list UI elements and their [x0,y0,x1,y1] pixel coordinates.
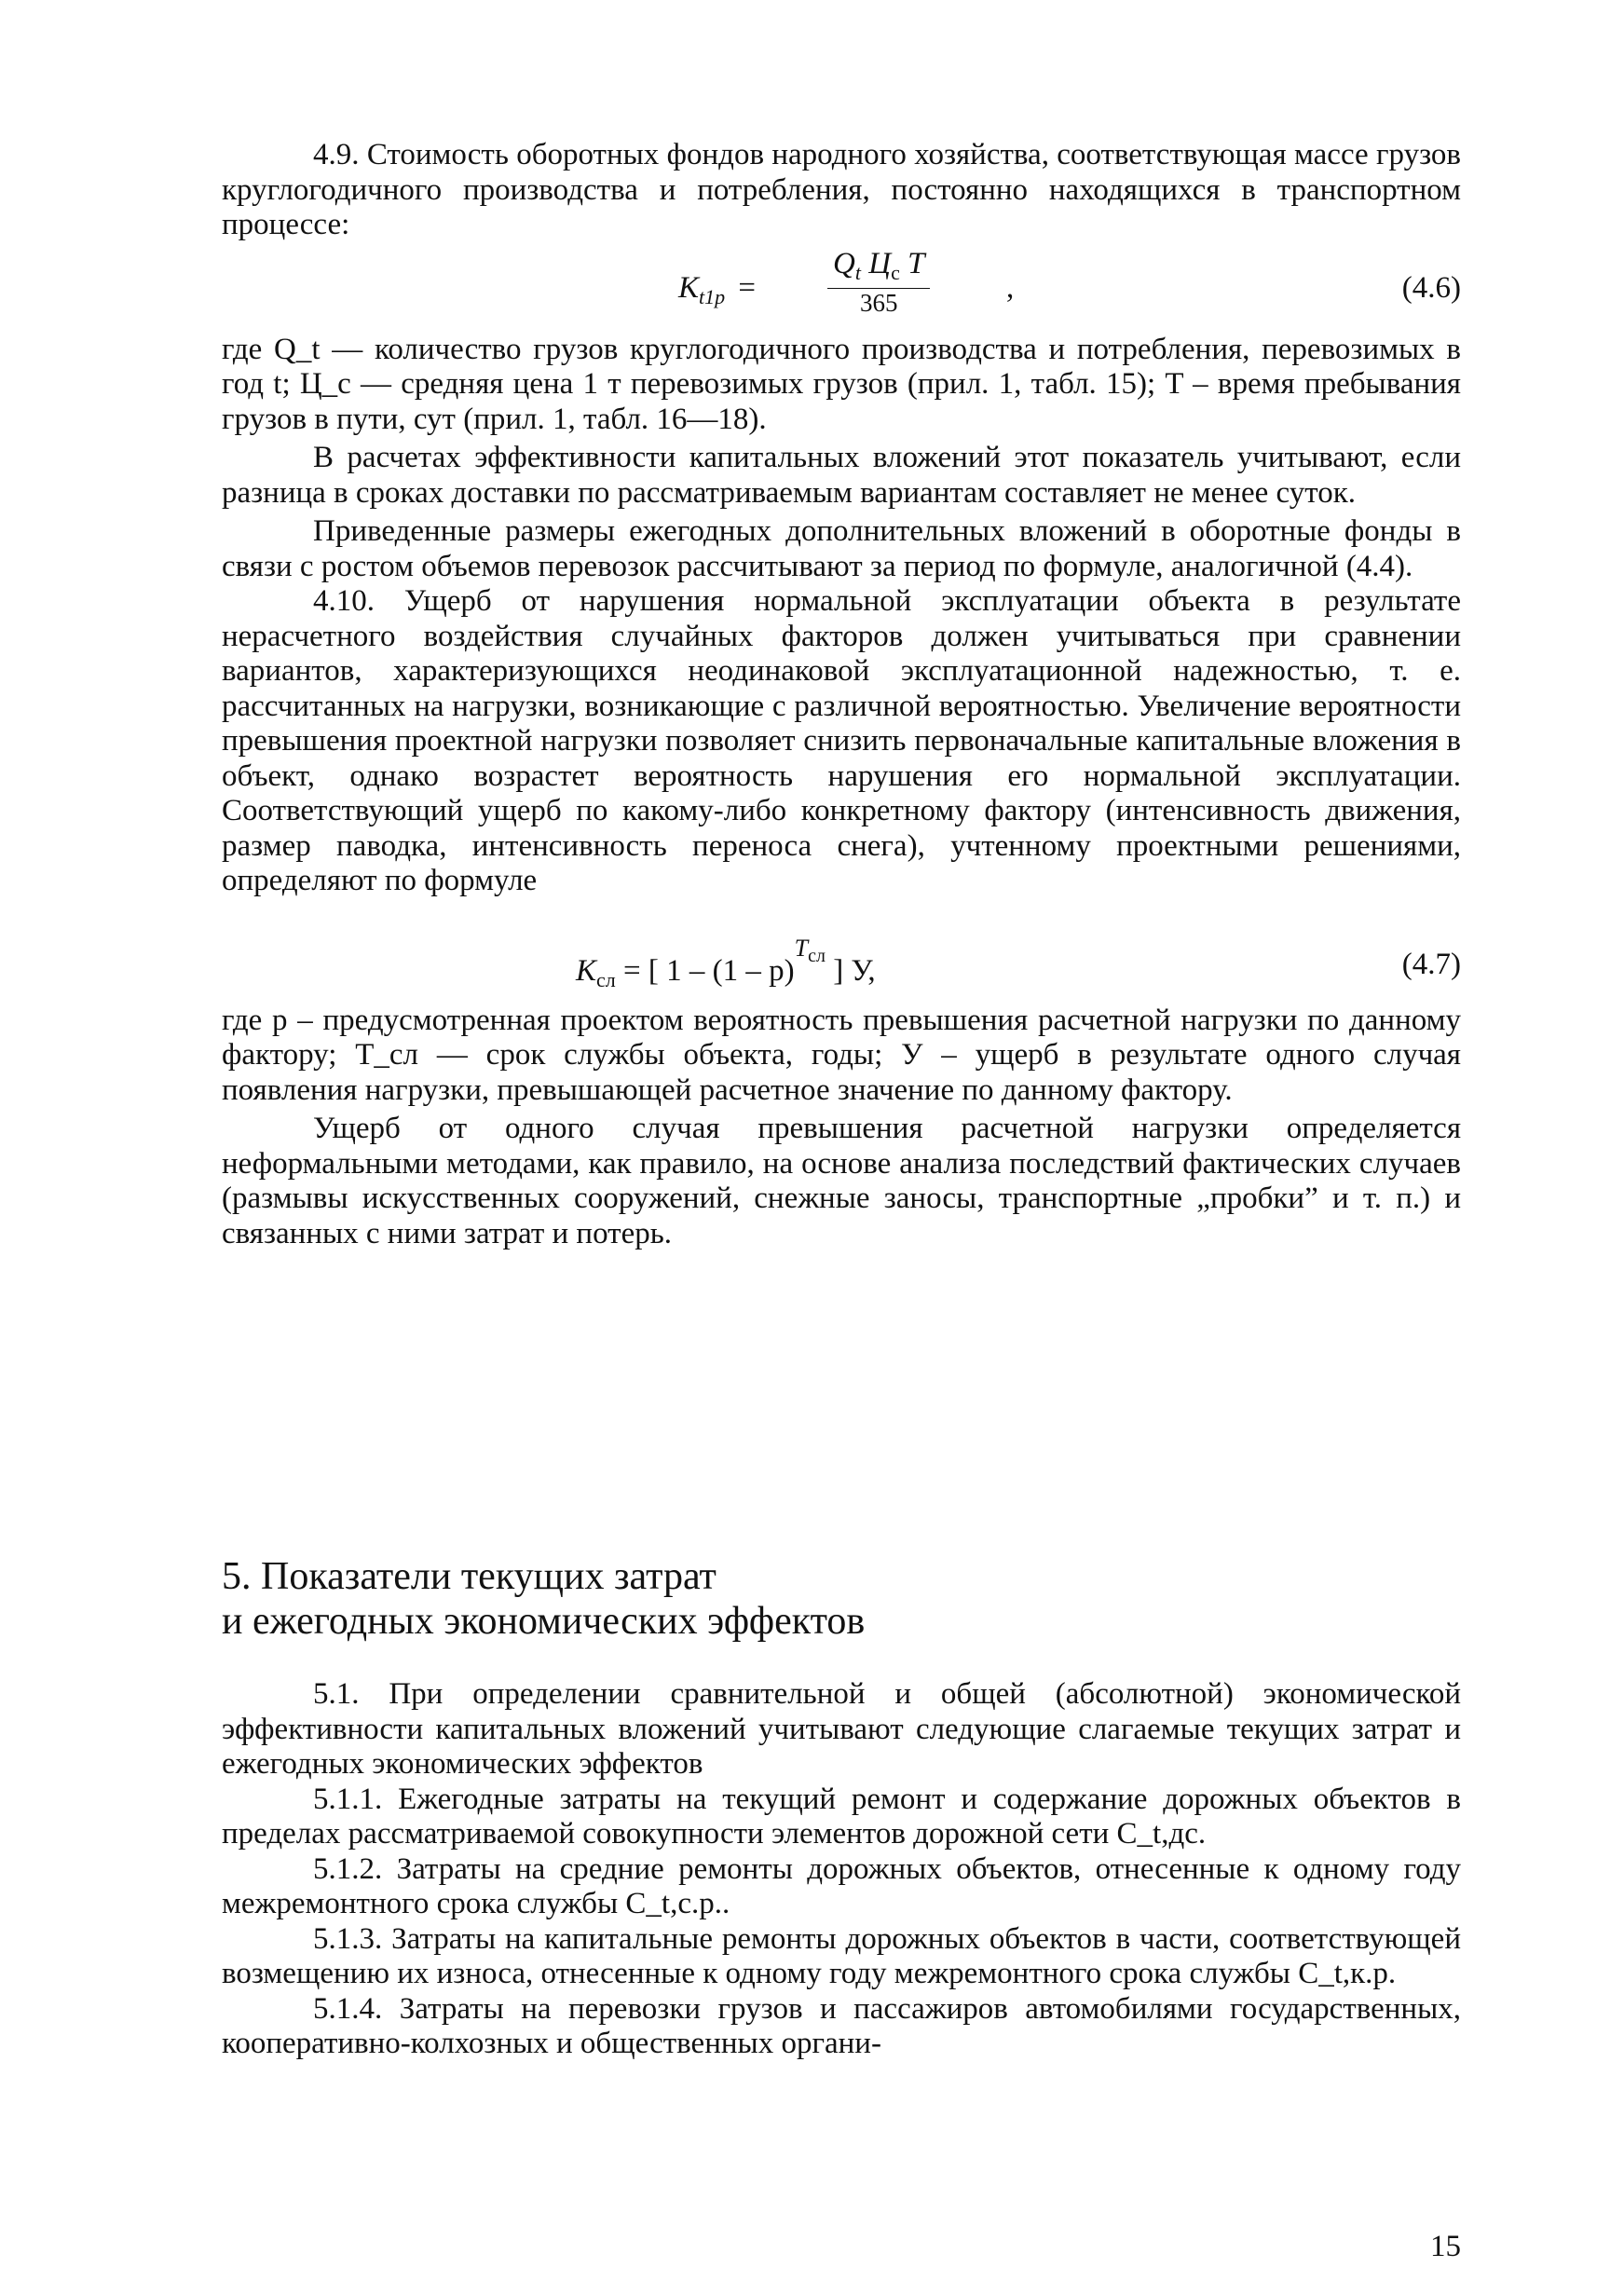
paragraph-5-1-2: 5.1.2. Затраты на средние ремонты дорожных объектов, отнесенные к одному году межремонтного срока службы C_t,с.р.. [222,1851,1461,1920]
paragraph-5-1-4: 5.1.4. Затраты на перевозки грузов и пассажиров автомобилями государственных, кооперативно-колхозных и общественных органи- [222,1991,1461,2060]
paragraph-where-4-7: где p – предусмотренная проектом вероятность превышения расчетной нагрузки по данному фактору; T_сл — срок службы объекта, годы; У – ущерб в результате одного случая появления нагрузки, превышающей расчетное значение по данному фактору. [222,1003,1461,1107]
equation-4-7-body: $K_{сл}$ = [ 1 – (1 – p)$^{T_{сл}}$ ] У, [576,934,876,992]
equation-4-6-lhs: $K_{t1р}$ = [678,270,757,309]
equation-4-6-number: (4.6) [1401,270,1461,305]
section-4-block [222,138,1461,1251]
paragraph-4-10: 4.10. Ущерб от нарушения нормальной эксплуатации объекта в результате нерасчетного воздействия случайных факторов должен учитываться при сравнении вариантов, характеризующихся неодинаковой эксплуатационной надежностью, т. е. рассчитанных на нагрузки, возникающие с различной вероятностью. Увеличение вероятности превышения проектной нагрузки позволяет снизить первоначальные капитальные вложения в объект, однако возрастет вероятность нарушения его нормальной эксплуатации. Соответствующий ущерб по какому-либо конкретному фактору (интенсивность движения, размер паводка, интенсивность переноса снега), учтенному проектными решениями, определяют по формуле [222,584,1461,897]
equation-4-6: $K_{t1р}$ = $Q_t$ $Ц_с$ T 365 , (4.6) [678,246,1461,318]
equation-4-7-number: (4.7) [1401,947,1461,981]
section-5-heading: 5. Показатели текущих затрат и ежегодных экономических эффектов [222,1555,866,1643]
paragraph-5-1-1: 5.1.1. Ежегодные затраты на текущий ремонт и содержание дорожных объектов в пределах рассматриваемой совокупности элементов дорожной сети C_t,дс. [222,1782,1461,1851]
paragraph-damage: Ущерб от одного случая превышения расчетной нагрузки определяется неформальными методами, как правило, на основе анализа последствий фактических случаев (размывы искусственных сооружений, снежные заносы, транспортные „пробки” и т. п.) и связанных с ними затрат и потерь. [222,1112,1461,1250]
paragraph-where-4-6: где Q_t — количество грузов круглогодичного производства и потребления, перевозимых в год t; Ц_с — средняя цена 1 т перевозимых грузов (прил. 1, табл. 15); T – время пребывания грузов в пути, сут (прил. 1, табл. 16—18). [222,332,1461,436]
paragraph-5-1: 5.1. При определении сравнительной и общей (абсолютной) экономической эффективности капитальных вложений учитывают следующие слагаемые текущих затрат и ежегодных экономических эффектов [222,1677,1461,1781]
equation-4-7 [222,899,1461,1004]
paragraph-4-9: 4.9. Стоимость оборотных фондов народного хозяйства, соответствующая массе грузов круглогодичного производства и потребления, постоянно находящихся в транспортном процессе: [222,138,1461,241]
section-5-block [222,1677,1461,2062]
paragraph-calc-note: В расчетах эффективности капитальных вложений этот показатель учитывают, если разница в сроках доставки по рассматриваемым вариантам составляет не менее суток. [222,441,1461,510]
page-number: 15 [1430,2230,1461,2263]
paragraph-5-1-3: 5.1.3. Затраты на капитальные ремонты дорожных объектов в части, соответствующей возмещению их износа, отнесенные к одному году межремонтного срока службы C_t,к.р. [222,1921,1461,1990]
equation-4-6-fraction: $Q_t$ $Ц_с$ T 365 [827,247,930,319]
paragraph-given-sizes: Приведенные размеры ежегодных дополнительных вложений в оборотные фонды в связи с ростом объемов перевозок рассчитывают за период по формуле, аналогичной (4.4). [222,514,1461,583]
